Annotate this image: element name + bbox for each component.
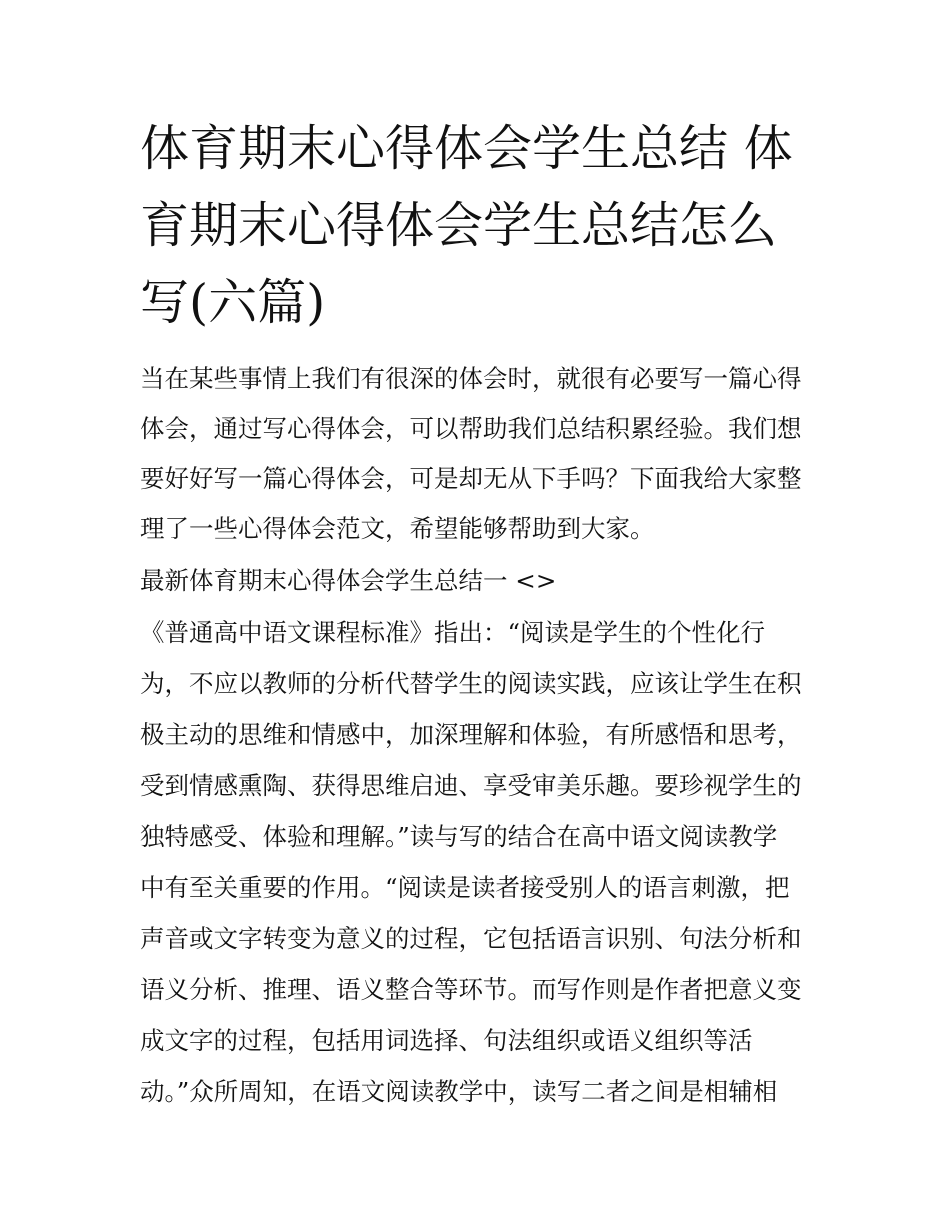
intro-line-3: 要好好写一篇心得体会，可是却无从下手吗？下面我给大家整 [140, 464, 802, 493]
body-line-5: 独特感受、体验和理解。”读与写的结合在高中语文阅读教学 [140, 822, 778, 851]
intro-line-2: 体会，通过写心得体会，可以帮助我们总结积累经验。我们想 [140, 414, 802, 443]
body-line-6: 中有至关重要的作用。“阅读是读者接受别人的语言刺激，把 [140, 873, 790, 902]
intro-line-1: 当在某些事情上我们有很深的体会时，就很有必要写一篇心得 [140, 364, 802, 393]
document-title: 体育期末心得体会学生总结 体育期末心得体会学生总结怎么写(六篇) [140, 120, 793, 331]
body-line-2: 为，不应以教师的分析代替学生的阅读实践，应该让学生在积 [140, 669, 802, 698]
body-line-3: 极主动的思维和情感中，加深理解和体验，有所感悟和思考， [140, 720, 802, 749]
body-line-7: 声音或文字转变为意义的过程，它包括语言识别、句法分析和 [140, 924, 802, 953]
section-heading: 最新体育期末心得体会学生总结一 <> [140, 566, 557, 595]
intro-line-4: 理了一些心得体会范文，希望能够帮助到大家。 [140, 514, 655, 543]
body-line-4: 受到情感熏陶、获得思维启迪、享受审美乐趣。要珍视学生的 [140, 771, 802, 800]
body-line-8: 语义分析、推理、语义整合等环节。而写作则是作者把意义变 [140, 975, 802, 1004]
body-line-10: 动。”众所周知，在语文阅读教学中，读写二者之间是相辅相 [140, 1077, 778, 1106]
body-line-1: 《普通高中语文课程标准》指出：“阅读是学生的个性化行 [140, 618, 766, 647]
body-line-9: 成文字的过程，包括用词选择、句法组织或语义组织等活 [140, 1026, 753, 1055]
